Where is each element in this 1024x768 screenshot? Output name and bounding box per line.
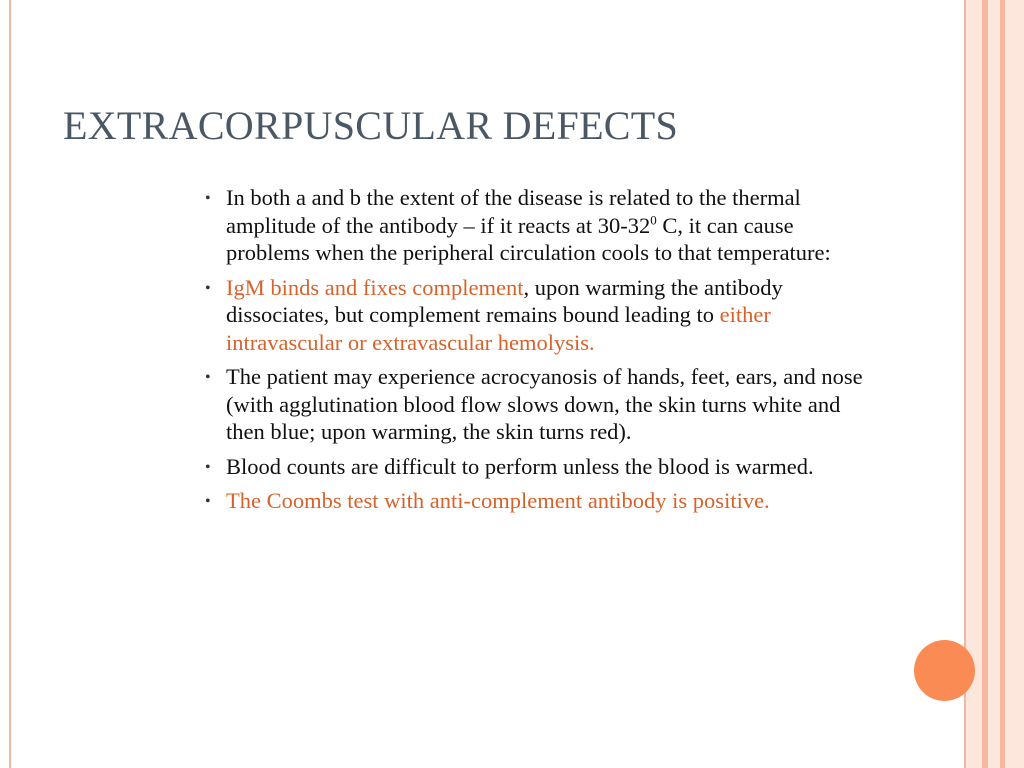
bullet-text: , upon warming the antibody dissociates, but complement remains bound leading to bbox=[226, 274, 783, 327]
decorative-side-stripes bbox=[966, 0, 1024, 768]
list-item bbox=[203, 453, 863, 481]
bullet-icon: • bbox=[205, 493, 211, 510]
bullet-text: Blood counts are difficult to perform unless the blood is warmed. bbox=[226, 453, 814, 479]
stripe bbox=[1005, 0, 1024, 768]
list-item bbox=[203, 184, 863, 267]
bullet-icon: • bbox=[205, 190, 211, 207]
list-item bbox=[203, 487, 863, 515]
decorative-circle-icon bbox=[914, 640, 975, 701]
bullet-text: The patient may experience acrocyanosis of hands, feet, ears, and nose (with agglutination blood flow slows down, the skin turns white and then blue; upon warming, the skin turns red). bbox=[226, 364, 863, 444]
bullet-icon: • bbox=[205, 279, 211, 297]
superscript: 0 bbox=[650, 212, 657, 227]
bullet-text: C, it can cause problems when the peripheral circulation cools to that temperature: bbox=[226, 212, 831, 265]
highlighted-text: The Coombs test with anti-complement antibody is positive. bbox=[226, 488, 770, 513]
highlighted-text: either intravascular or extravascular hemolysis. bbox=[226, 302, 771, 355]
slide-title: EXTRACORPUSCULAR DEFECTS bbox=[63, 103, 679, 148]
highlighted-text: IgM binds and fixes complement bbox=[226, 274, 524, 300]
list-item bbox=[203, 274, 863, 357]
bullet-icon: • bbox=[205, 369, 211, 386]
stripe bbox=[988, 0, 1000, 768]
bullet-icon: • bbox=[205, 458, 211, 476]
bullet-text: In both a and b the extent of the disease is related to the thermal amplitude of the antibody – if it reacts at 30-32 bbox=[226, 185, 801, 238]
bullet-list bbox=[203, 184, 863, 522]
list-item bbox=[203, 363, 863, 446]
